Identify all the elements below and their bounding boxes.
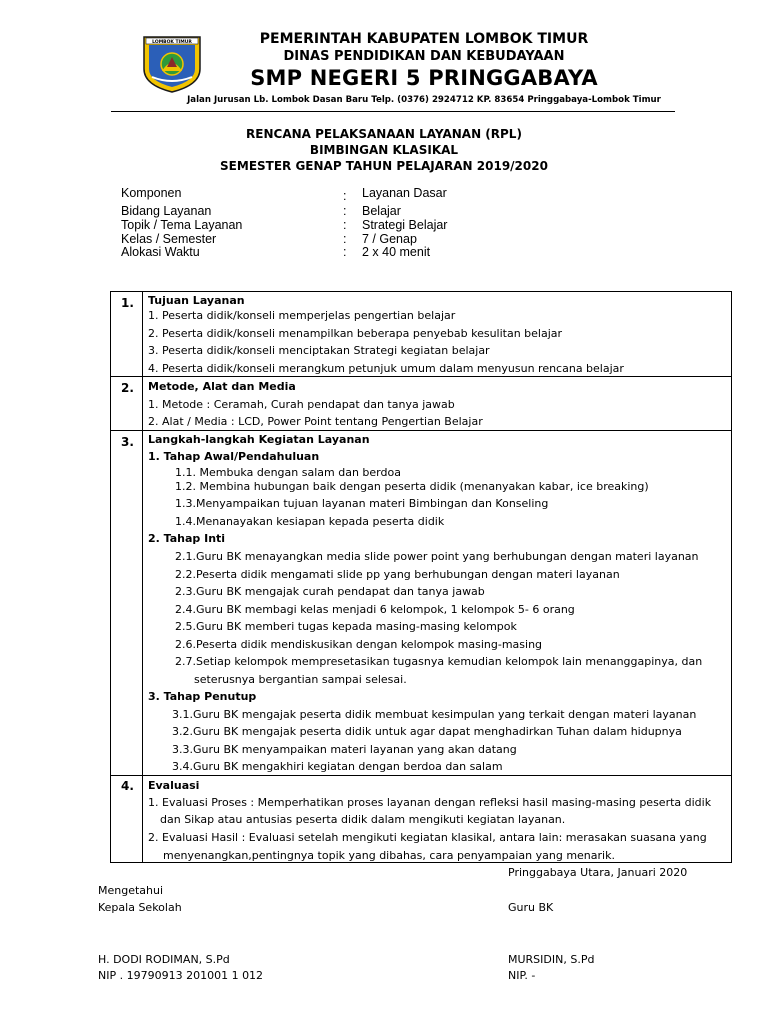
kepala-sekolah-label: Kepala Sekolah [98,901,182,914]
section-4-item-cont: dan Sikap atau antusias peserta didik dalam mengikuti kegiatan layanan. [160,813,566,826]
place-date: Pringgabaya Utara, Januari 2020 [508,866,688,879]
tahap-awal-step: 1.1. Membuka dengan salam dan berdoa [175,466,401,479]
guru-bk-label: Guru BK [508,901,554,914]
section-2-item: 1. Metode : Ceramah, Curah pendapat dan tanya jawab [148,398,455,411]
tahap-inti-step: 2.1.Guru BK menayangkan media slide power point yang berhubungan dengan materi layanan [175,550,699,563]
tahap-inti-title: 2. Tahap Inti [148,532,226,545]
bidang-value: Belajar [362,204,401,218]
section-1-title: Tujuan Layanan [148,294,245,307]
kepala-sekolah-nip: NIP . 19790913 201001 1 012 [98,969,264,982]
section-3-title: Langkah-langkah Kegiatan Layanan [148,433,370,446]
mengetahui-label: Mengetahui [98,884,164,897]
row-divider-2 [110,430,732,431]
section-3-number: 3. [121,435,134,449]
tahap-inti-step: 2.3.Guru BK mengajak curah pendapat dan tanya jawab [175,585,485,598]
bidang-separator: : [343,204,347,218]
section-4-item-cont: menyenangkan,pentingnya topik yang dibahas, cara penyampaian yang menarik. [163,849,615,862]
section-1-item: 1. Peserta didik/konseli memperjelas pengertian belajar [148,309,456,322]
tahap-penutup-step: 3.4.Guru BK mengakhiri kegiatan dengan berdoa dan salam [172,760,503,773]
section-2-title: Metode, Alat dan Media [148,380,296,393]
section-1-item: 4. Peserta didik/konseli merangkum petunjuk umum dalam menyusun rencana belajar [148,362,624,375]
section-4-title: Evaluasi [148,779,200,792]
komponen-label: Komponen [121,186,182,200]
section-2-number: 2. [121,381,134,395]
tahap-inti-step: 2.2.Peserta didik mengamati slide pp yang berhubungan dengan materi layanan [175,568,620,581]
logo-text: LOMBOK TIMUR [152,40,192,45]
alokasi-label: Alokasi Waktu [121,245,200,259]
bidang-label: Bidang Layanan [121,204,212,218]
header-address: Jalan Jurusan Lb. Lombok Dasan Baru Telp. (0376) 2924712 KP. 83654 Pringgabaya-Lombok Timur [187,95,661,105]
header-divider [111,111,675,112]
tahap-inti-step-cont: seterusnya bergantian sampai selesai. [194,673,407,686]
kepala-sekolah-name: H. DODI RODIMAN, S.Pd [98,953,230,966]
section-2-item: 2. Alat / Media : LCD, Power Point tentang Pengertian Belajar [148,415,483,428]
tahap-inti-step: 2.5.Guru BK memberi tugas kepada masing-masing kelompok [175,620,517,633]
header-department: DINAS PENDIDIKAN DAN KEBUDAYAAN [283,49,565,64]
kelas-value: 7 / Genap [362,232,417,246]
tahap-penutup-title: 3. Tahap Penutup [148,690,257,703]
kelas-label: Kelas / Semester [121,232,217,246]
section-4-number: 4. [121,779,134,793]
section-4-item: 1. Evaluasi Proses : Memperhatikan proses layanan dengan refleksi hasil masing-masing peserta didik [148,796,712,809]
row-divider-1 [110,376,732,377]
header-school-name: SMP NEGERI 5 PRINGGABAYA [250,66,598,90]
header-government: PEMERINTAH KABUPATEN LOMBOK TIMUR [259,31,589,47]
tahap-awal-step: 1.4.Menanayakan kesiapan kepada peserta didik [175,515,445,528]
section-1-item: 3. Peserta didik/konseli menciptakan Strategi kegiatan belajar [148,344,490,357]
alokasi-separator: : [343,245,347,259]
tahap-awal-title: 1. Tahap Awal/Pendahuluan [148,450,320,463]
tahap-penutup-step: 3.3.Guru BK menyampaikan materi layanan yang akan datang [172,743,517,756]
doc-title-line2: BIMBINGAN KLASIKAL [309,143,459,157]
tahap-penutup-step: 3.1.Guru BK mengajak peserta didik membuat kesimpulan yang terkait dengan materi layanan [172,708,697,721]
section-1-number: 1. [121,296,134,310]
doc-title-line3: SEMESTER GENAP TAHUN PELAJARAN 2019/2020 [220,159,548,173]
section-4-item: 2. Evaluasi Hasil : Evaluasi setelah mengikuti kegiatan klasikal, antara lain: merasakan suasana yang [148,831,707,844]
alokasi-value: 2 x 40 menit [362,245,431,259]
komponen-separator: : [343,189,347,203]
tahap-inti-step: 2.4.Guru BK membagi kelas menjadi 6 kelompok, 1 kelompok 5- 6 orang [175,603,575,616]
guru-bk-name: MURSIDIN, S.Pd [508,953,595,966]
topik-value: Strategi Belajar [362,218,448,232]
doc-title-line1: RENCANA PELAKSANAAN LAYANAN (RPL) [246,127,522,141]
topik-separator: : [343,218,347,232]
section-1-item: 2. Peserta didik/konseli menampilkan beberapa penyebab kesulitan belajar [148,327,563,340]
tahap-awal-step: 1.2. Membina hubungan baik dengan peserta didik (menanyakan kabar, ice breaking) [175,480,649,493]
topik-label: Topik / Tema Layanan [121,218,243,232]
tahap-penutup-step: 3.2.Guru BK mengajak peserta didik untuk agar dapat menghadirkan Tuhan dalam hidupnya [172,725,682,738]
tahap-awal-step: 1.3.Menyampaikan tujuan layanan materi Bimbingan dan Konseling [175,497,549,510]
guru-bk-nip: NIP. - [508,969,536,982]
kelas-separator: : [343,232,347,246]
row-divider-3 [110,775,732,776]
tahap-inti-step: 2.6.Peserta didik mendiskusikan dengan kelompok masing-masing [175,638,543,651]
komponen-value: Layanan Dasar [362,186,447,200]
tahap-inti-step: 2.7.Setiap kelompok mempresetasikan tugasnya kemudian kelompok lain menanggapinya, dan [175,655,703,668]
